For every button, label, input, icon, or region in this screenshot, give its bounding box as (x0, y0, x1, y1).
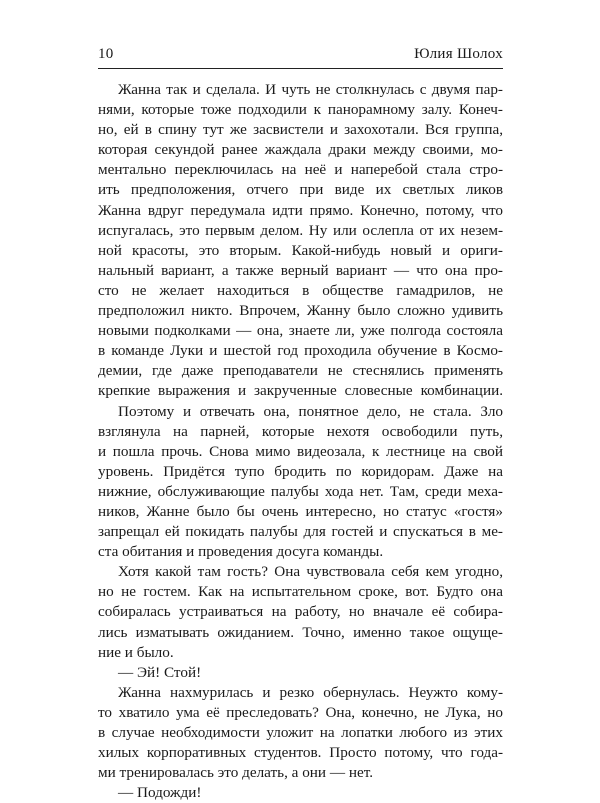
text-line: Жанна нахмурилась и резко обернулась. Неужто кому- (118, 683, 503, 701)
text-line: Жанна вдруг передумала идти прямо. Конечно, потому, что (98, 201, 503, 219)
page-header (98, 46, 503, 69)
text-line: Хотя какой там гость? Она чувствовала себя кем угодно, (118, 563, 503, 581)
page-number: 10 (98, 46, 114, 62)
body-text (98, 80, 503, 803)
text-line: в случае необходимости уложит на лопатки любого из этих (98, 724, 503, 741)
text-line: в команде Луки и шестой год проходила обучение в Космо- (98, 342, 503, 360)
text-line: уровень. Придётся тупо бродить по коридорам. Даже на (98, 462, 503, 480)
text-line: ментально переключилась на неё и наперебой стала стро- (98, 161, 503, 179)
text-line: нями, которые тоже подходили к панорамному залу. Конеч- (98, 101, 503, 119)
text-line: демии, где даже преподаватели не стеснялись применять (98, 362, 503, 380)
text-line: — Эй! Стой! (118, 663, 202, 681)
text-line: но, ей в спину тут же засвистели и захохотали. Вся группа, (98, 121, 503, 139)
text-line: Жанна так и сделала. И чуть не столкнулась с двумя пар- (118, 81, 503, 98)
text-line: но не гостем. Как на испытательном сроке, вот. Будто она (98, 583, 503, 601)
text-line: ной красоты, это вторым. Какой-нибудь новый и ориги- (98, 241, 503, 259)
text-line: Поэтому и отвечать она, понятное дело, не стала. Зло (118, 402, 503, 420)
text-line: взглянула на парней, которые нехотя освободили путь, (98, 422, 503, 440)
text-line: — Подожди! (118, 784, 202, 802)
text-line: сто не желает находиться в обществе гамадрилов, не (98, 281, 503, 299)
text-line: новыми подколками — она, знаете ли, уже полгода состояла (98, 322, 503, 340)
text-line: испугалась, это первым делом. Ну или ослепла от их незем- (98, 221, 503, 239)
text-line: которая секундой ранее жаждала драки между своими, мо- (98, 141, 503, 159)
text-line: хилых корпоративных студентов. Просто потому, что года- (98, 744, 503, 762)
text-line: ние и было. (98, 643, 174, 661)
text-line: собиралась устраиваться на работу, но вначале её собира- (98, 603, 503, 621)
text-line: крепкие выражения и закрученные словесные комбинации. (98, 382, 503, 400)
text-line: и пошла прочь. Снова мимо видеозала, к лестнице на свой (98, 442, 503, 460)
text-line: предположил никто. Впрочем, Жанну было сложно удивить (98, 302, 503, 320)
text-line: лись изматывать ожиданием. Точно, именно такое ощуще- (98, 623, 503, 641)
text-line: ста обитания и проведения досуга команды. (98, 543, 384, 561)
text-line: ников, Жанне было бы очень интересно, но статус «гостя» (98, 502, 503, 520)
text-line: нижние, обслуживающие палубы хода нет. Там, среди меха- (98, 482, 503, 500)
running-head-author: Юлия Шолох (414, 46, 503, 62)
text-line: то хватило ума её преследовать? Она, конечно, не Лука, но (98, 703, 503, 721)
text-line: ми тренировалась это делать, а они — нет. (98, 764, 373, 782)
text-line: ить предположения, отчего при виде их светлых ликов (98, 181, 503, 199)
text-line: нальный вариант, а также верный вариант — что она про- (98, 261, 503, 279)
text-line: запрещал ей покидать палубы для гостей и спускаться в ме- (98, 523, 503, 541)
